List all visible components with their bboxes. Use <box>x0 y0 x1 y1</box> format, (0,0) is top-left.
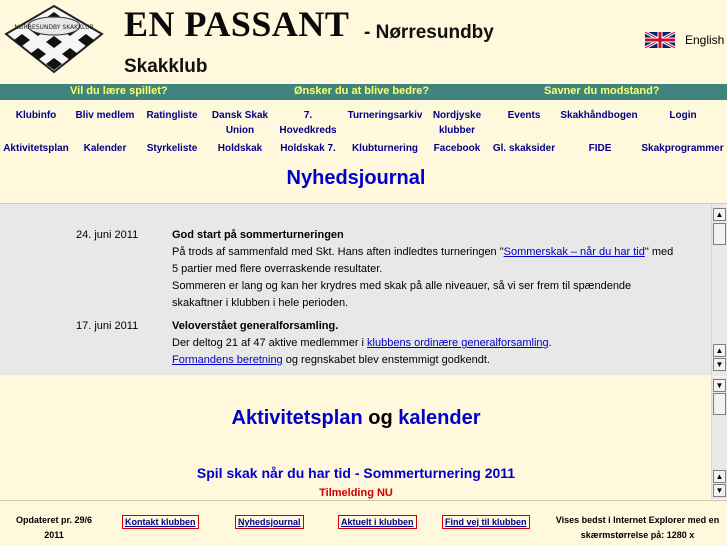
nav-gl-skaksider[interactable]: Gl. skaksider <box>492 143 556 154</box>
scroll-down-icon[interactable]: ▼ <box>713 358 726 371</box>
scroll-thumb[interactable] <box>713 393 726 415</box>
uk-flag-icon[interactable] <box>645 32 675 48</box>
news-link-generalforsamling[interactable]: klubbens ordinære generalforsamling <box>367 337 549 349</box>
nav-klubinfo[interactable]: Klubinfo <box>15 110 57 121</box>
activity-frame[interactable] <box>0 377 727 499</box>
news-link-sommerskak[interactable]: Sommerskak – når du har tid <box>503 246 645 258</box>
scroll-up-icon[interactable]: ▲ <box>713 208 726 221</box>
site-header <box>0 0 727 84</box>
promo-opponents[interactable]: Savner du modstand? <box>544 85 660 97</box>
tournament-title[interactable]: Spil skak når du har tid - Sommerturnering 2011 <box>196 465 516 481</box>
nav-aktivitetsplan[interactable]: Aktivitetsplan <box>3 143 69 154</box>
promo-learn[interactable]: Vil du lære spillet? <box>70 85 168 97</box>
scroll-thumb[interactable] <box>713 223 726 245</box>
nav-nordjyske-klubber[interactable]: Nordjyske klubber <box>432 110 482 136</box>
site-footer <box>0 500 727 545</box>
scroll-down-icon[interactable]: ▼ <box>713 379 726 392</box>
nav-skakprogrammer[interactable]: Skakprogrammer <box>641 143 724 154</box>
site-title-suffix: - Nørresundby <box>364 22 494 43</box>
scroll-down-icon[interactable]: ▼ <box>713 484 726 497</box>
footer-link-nyhedsjournal[interactable]: Nyhedsjournal <box>235 515 304 529</box>
nav-klubturnering[interactable]: Klubturnering <box>351 143 419 154</box>
svg-text:NØRRESUNDBY SKAKKLUB: NØRRESUNDBY SKAKKLUB <box>14 24 94 31</box>
footer-link-aktuelt[interactable]: Aktuelt i klubben <box>338 515 417 529</box>
activity-scrollbar[interactable] <box>711 377 727 499</box>
browser-note: Vises bedst i Internet Explorer med en skærmstørrelse på: 1280 x <box>555 515 720 540</box>
nav-turneringsarkiv[interactable]: Turneringsarkiv <box>347 110 423 121</box>
scroll-up-icon[interactable]: ▲ <box>713 470 726 483</box>
nav-fide[interactable]: FIDE <box>588 143 612 154</box>
nav-ratingliste[interactable]: Ratingliste <box>146 110 198 121</box>
nav-events[interactable]: Events <box>507 110 541 121</box>
promo-bar <box>0 84 727 100</box>
nav-skakhaandbogen[interactable]: Skakhåndbogen <box>560 110 638 121</box>
nav-holdskak-7[interactable]: Holdskak 7. <box>280 143 336 154</box>
news-scrollbar[interactable] <box>711 204 727 376</box>
nav-kalender[interactable]: Kalender <box>83 143 127 154</box>
updated-note: Opdateret pr. 29/6 2011 <box>15 515 93 540</box>
scroll-up-icon[interactable]: ▲ <box>713 344 726 357</box>
news-frame[interactable] <box>0 203 727 375</box>
news-section-title: Nyhedsjournal <box>286 167 426 189</box>
news-body: Der deltog 21 af 47 aktive medlemmer i klubbens ordinære generalforsamling. Formandens beretning og regnskabet blev enstemmigt godkendt. <box>172 337 552 366</box>
nav-login[interactable]: Login <box>669 110 697 121</box>
news-title: Veloverstået generalforsamling. <box>172 320 339 332</box>
language-switch[interactable] <box>645 32 724 48</box>
language-label[interactable]: English <box>685 33 725 47</box>
nav-bliv-medlem[interactable]: Bliv medlem <box>75 110 135 121</box>
footer-link-kontakt[interactable]: Kontakt klubben <box>122 515 199 529</box>
promo-improve[interactable]: Ønsker du at blive bedre? <box>294 85 430 97</box>
news-date: 24. juni 2011 <box>76 229 139 241</box>
site-title: EN PASSANT <box>124 4 350 44</box>
activity-title: Aktivitetsplan og kalender <box>231 407 481 429</box>
site-title-line2: Skakklub <box>124 56 208 77</box>
nav-dansk-skak-union[interactable]: Dansk Skak Union <box>211 110 269 136</box>
news-body: På trods af sammenfald med Skt. Hans aften indledtes turneringen "Sommerskak – når du har tid" med 5 partier med flere overraskende resultater. Sommeren er lang og kan her krydres med skak på alle niveauer, så vi ser frem til spændende skakaftner i klubben i hele perioden. <box>172 246 674 309</box>
activity-link-aktivitetsplan[interactable]: Aktivitetsplan <box>231 407 363 429</box>
registration-notice[interactable]: Tilmelding NU <box>319 487 393 499</box>
news-date: 17. juni 2011 <box>76 320 139 332</box>
news-link-beretning[interactable]: Formandens beretning <box>172 354 283 366</box>
main-navigation <box>0 100 727 164</box>
footer-link-find-vej[interactable]: Find vej til klubben <box>442 515 530 529</box>
nav-styrkeliste[interactable]: Styrkeliste <box>146 143 198 154</box>
news-title: God start på sommerturneringen <box>172 229 344 241</box>
club-logo[interactable] <box>4 4 104 74</box>
nav-facebook[interactable]: Facebook <box>433 143 481 154</box>
activity-link-kalender[interactable]: kalender <box>398 407 481 429</box>
nav-hovedkreds[interactable]: 7. Hovedkreds <box>279 110 337 136</box>
nav-holdskak[interactable]: Holdskak <box>217 143 263 154</box>
